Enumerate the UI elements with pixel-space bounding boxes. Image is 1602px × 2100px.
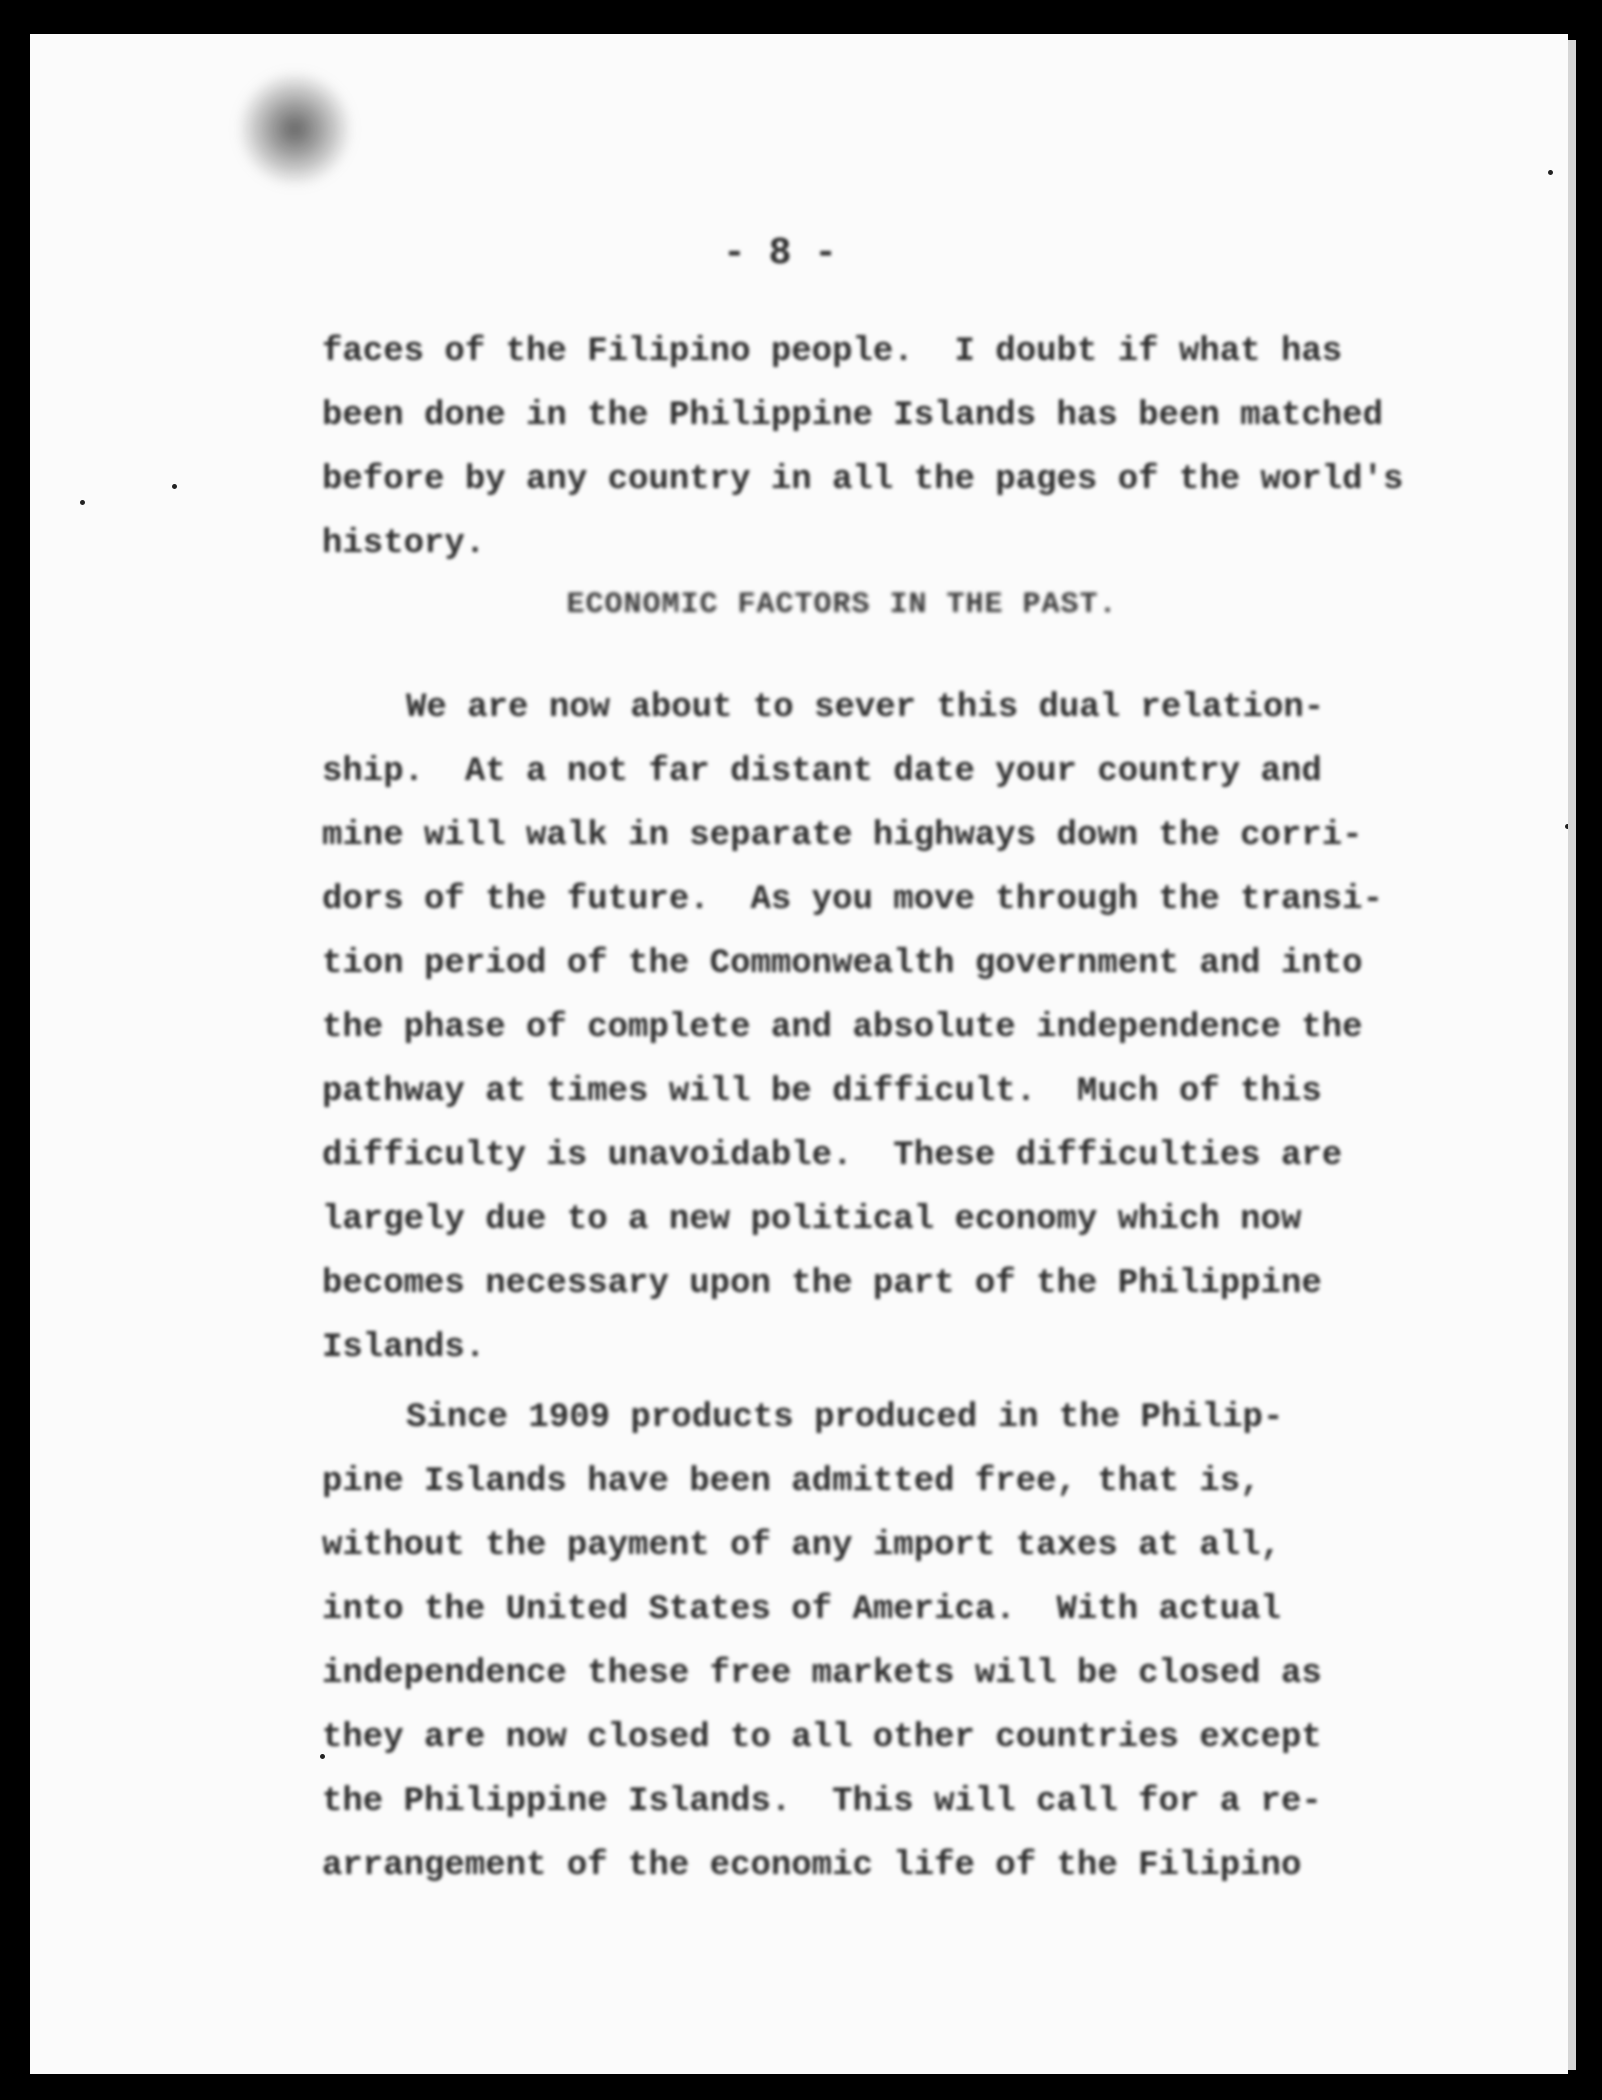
paragraph-1 [322, 676, 1383, 1380]
text-line: independence these free markets will be closed as [322, 1655, 1322, 1693]
text-line: becomes necessary upon the part of the Philippine [322, 1265, 1322, 1303]
ink-smudge [240, 74, 350, 184]
text-line: Islands. [322, 1329, 486, 1367]
section-heading: ECONOMIC FACTORS IN THE PAST. [566, 588, 1118, 622]
text-line: largely due to a new political economy which now [322, 1201, 1302, 1239]
text-line: ship. At a not far distant date your country and [322, 753, 1322, 791]
text-line: history. [322, 525, 486, 563]
text-line: pine Islands have been admitted free, that is, [322, 1463, 1261, 1501]
text-line: difficulty is unavoidable. These difficulties are [322, 1137, 1343, 1175]
page-number: - 8 - [722, 232, 838, 275]
speck [172, 484, 177, 489]
text-line: dors of the future. As you move through the transi- [322, 881, 1383, 919]
text-line: arrangement of the economic life of the Filipino [322, 1847, 1302, 1885]
text-line: the Philippine Islands. This will call for a re- [322, 1783, 1322, 1821]
text-line: been done in the Philippine Islands has been matched [322, 397, 1383, 435]
text-line: into the United States of America. With actual [322, 1591, 1281, 1629]
text-line: faces of the Filipino people. I doubt if what has [322, 333, 1343, 371]
speck [80, 500, 85, 505]
text-line: tion period of the Commonwealth government and into [322, 945, 1363, 983]
text-line: without the payment of any import taxes at all, [322, 1527, 1281, 1565]
text-line: the phase of complete and absolute independence the [322, 1009, 1363, 1047]
text-line: We are now about to sever this dual relation- [406, 689, 1325, 727]
text-line: pathway at times will be difficult. Much of this [322, 1073, 1322, 1111]
opening-lines [322, 320, 1404, 576]
speck [1548, 170, 1553, 175]
text-line: mine will walk in separate highways down the corri- [322, 817, 1363, 855]
text-line: they are now closed to all other countries except [322, 1719, 1322, 1757]
text-line: before by any country in all the pages of the world's [322, 461, 1404, 499]
speck [1565, 824, 1568, 829]
paragraph-2 [322, 1386, 1362, 1898]
text-line: Since 1909 products produced in the Philip- [406, 1399, 1284, 1437]
